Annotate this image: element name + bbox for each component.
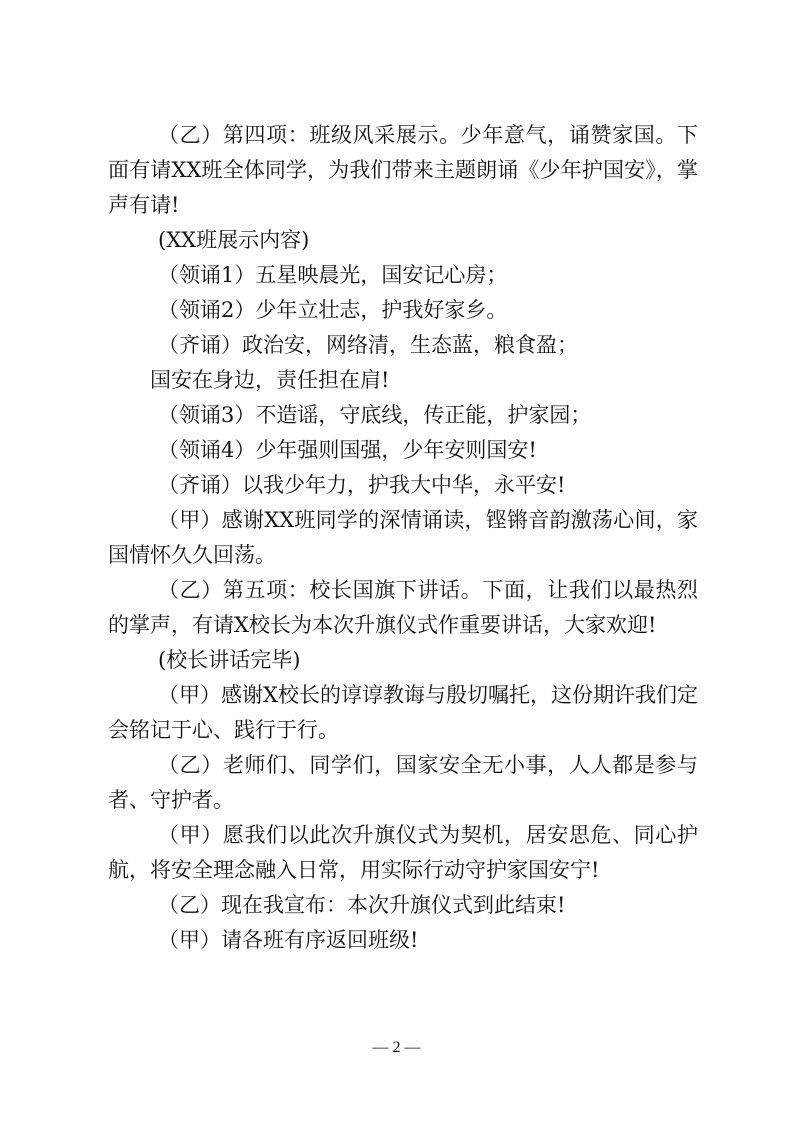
paragraph-thanks-principal: （甲）感谢X校长的谆谆教诲与殷切嘱托，这份期许我们定会铭记于心、践行于行。	[108, 683, 698, 742]
document-body	[108, 118, 698, 958]
paragraph-thanks-class: （甲）感谢XX班同学的深情诵读，铿锵音韵激荡心间，家国情怀久久回荡。	[108, 508, 698, 567]
paragraph-chorus-2: （齐诵）以我少年力，护我大中华，永平安!	[158, 473, 566, 497]
paragraph-showcase-note: (XX班展示内容)	[158, 228, 310, 252]
paragraph-class-showcase: （乙）第四项：班级风采展示。少年意气，诵赞家国。下面有请XX班全体同学，为我们带来主题朗诵《少年护国安》，掌声有请!	[108, 123, 698, 217]
paragraph-principal-speech: （乙）第五项：校长国旗下讲话。下面，让我们以最热烈的掌声，有请X校长为本次升旗仪式作重要讲话，大家欢迎!	[108, 578, 698, 637]
paragraph-lead-recite-3: （领诵3）不造谣，守底线，传正能，护家园；	[158, 403, 592, 427]
page-number: — 2 —	[372, 1039, 421, 1056]
paragraph-speech-note: (校长讲话完毕)	[158, 648, 301, 672]
paragraph-closing-wish: （甲）愿我们以此次升旗仪式为契机，居安思危、同心护航，将安全理念融入日常，用实际行动守护家国安宁!	[108, 823, 698, 882]
paragraph-safety-message: （乙）老师们、同学们，国家安全无小事，人人都是参与者、守护者。	[108, 753, 698, 812]
paragraph-announcement: （乙）现在我宣布：本次升旗仪式到此结束!	[158, 893, 566, 917]
paragraph-lead-recite-2: （领诵2）少年立壮志，护我好家乡。	[158, 298, 508, 322]
paragraph-lead-recite-4: （领诵4）少年强则国强，少年安则国安!	[158, 438, 537, 462]
paragraph-lead-recite-1: （领诵1）五星映晨光，国安记心房；	[158, 263, 508, 287]
paragraph-chorus-1: （齐诵）政治安，网络清，生态蓝，粮食盈；	[158, 333, 578, 357]
paragraph-dismissal: （甲）请各班有序返回班级!	[158, 928, 419, 952]
paragraph-chorus-1-continued: 国安在身边，责任担在肩!	[150, 368, 390, 392]
